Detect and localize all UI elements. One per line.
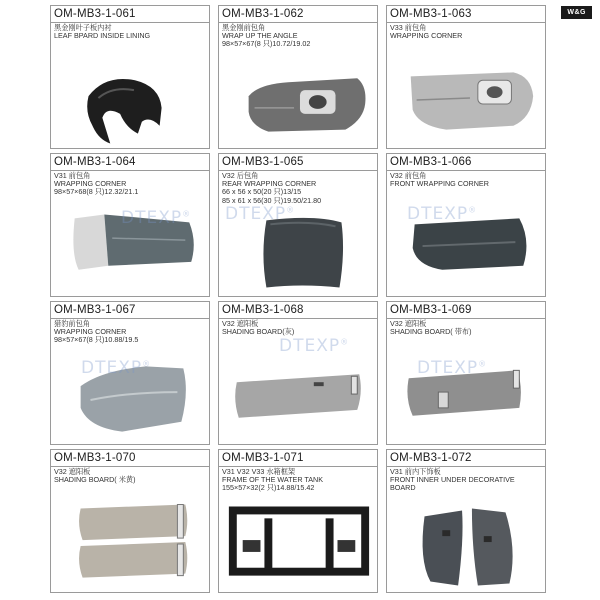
brand-logo [561, 6, 592, 19]
product-card-072[interactable] [386, 449, 546, 593]
product-info: V32 遮阳板 SHADING BOARD(灰) [222, 319, 295, 337]
watermark-text: DTEXP [225, 204, 287, 224]
product-card-065[interactable] [218, 153, 378, 297]
product-card-061[interactable] [50, 5, 210, 149]
product-info: V31 前内下饰板 FRONT INNER UNDER DECORATIVE BOARD [390, 467, 515, 493]
product-code: OM-MB3-1-071 [219, 450, 377, 467]
product-card-064[interactable] [50, 153, 210, 297]
product-info: V33 前包角 WRAPPING CORNER [390, 23, 463, 41]
product-info: V31 V32 V33 水箱框架 FRAME OF THE WATER TANK 155×57×32(2 只)14.88/15.42 [222, 467, 324, 493]
product-image-shading-board-beige [51, 500, 209, 592]
watermark-text: DTEXP [407, 204, 469, 224]
product-info: V31 前包角 WRAPPING CORNER 98×57×68(8 只)12.32/21.1 [54, 171, 139, 197]
watermark-mark: ® [286, 205, 296, 215]
product-info: V32 前包角 FRONT WRAPPING CORNER [390, 171, 489, 189]
product-card-062[interactable] [218, 5, 378, 149]
product-image-leaf-board-lining [51, 56, 209, 148]
watermark-text: DTEXP [417, 358, 479, 378]
product-card-070[interactable] [50, 449, 210, 593]
product-code: OM-MB3-1-062 [219, 6, 377, 23]
product-code: OM-MB3-1-068 [219, 302, 377, 319]
product-code: OM-MB3-1-070 [51, 450, 209, 467]
product-image-shading-board-grey [219, 336, 377, 444]
product-info: V32 遮阳板 SHADING BOARD( 带布) [390, 319, 472, 337]
brand-label: W&G [567, 9, 586, 16]
watermark-text: DTEXP [121, 208, 183, 228]
product-card-063[interactable] [386, 5, 546, 149]
product-info: 黑金刚叶子板内衬 LEAF BPARD INSIDE LINING [54, 23, 151, 41]
product-image-wrap-angle [219, 56, 377, 148]
product-code: OM-MB3-1-061 [51, 6, 209, 23]
product-code: OM-MB3-1-072 [387, 450, 545, 467]
product-info: V32 遮阳板 SHADING BOARD( 米黄) [54, 467, 136, 485]
watermark-mark: ® [468, 205, 478, 215]
watermark-text: DTEXP [81, 358, 143, 378]
product-image-water-tank-frame [219, 500, 377, 592]
product-info: 黑金刚前包角 WRAP UP THE ANGLE 98×57×67(8 只)10.72/19.02 [222, 23, 311, 49]
product-card-069[interactable] [386, 301, 546, 445]
watermark-mark: ® [478, 359, 488, 369]
product-info: 猎豹前包角 WRAPPING CORNER 98×57×67(8 只)10.88/19.5 [54, 319, 139, 345]
watermark-mark: ® [142, 359, 152, 369]
product-code: OM-MB3-1-069 [387, 302, 545, 319]
product-card-067[interactable] [50, 301, 210, 445]
watermark-mark: ® [182, 209, 192, 219]
product-image-wrapping-corner [51, 204, 209, 296]
product-card-068[interactable] [218, 301, 378, 445]
watermark-text: DTEXP [279, 336, 341, 356]
product-image-wrapping-corner [387, 56, 545, 148]
product-image-front-inner-decorative-board [387, 500, 545, 592]
product-card-066[interactable] [386, 153, 546, 297]
watermark-mark: ® [340, 337, 350, 347]
product-card-071[interactable] [218, 449, 378, 593]
product-code: OM-MB3-1-067 [51, 302, 209, 319]
product-code: OM-MB3-1-063 [387, 6, 545, 23]
product-info: V32 后包角 REAR WRAPPING CORNER 66 x 56 x 50(20 只)13/15 85 x 61 x 56(30 只)19.50/21.80 [222, 171, 322, 205]
product-image-wrapping-corner [51, 352, 209, 444]
product-grid [50, 5, 547, 593]
product-image-rear-wrapping-corner [219, 204, 377, 296]
product-code: OM-MB3-1-066 [387, 154, 545, 171]
product-image-front-wrapping-corner [387, 204, 545, 296]
product-image-shading-board-cloth [387, 352, 545, 444]
product-code: OM-MB3-1-065 [219, 154, 377, 171]
product-code: OM-MB3-1-064 [51, 154, 209, 171]
